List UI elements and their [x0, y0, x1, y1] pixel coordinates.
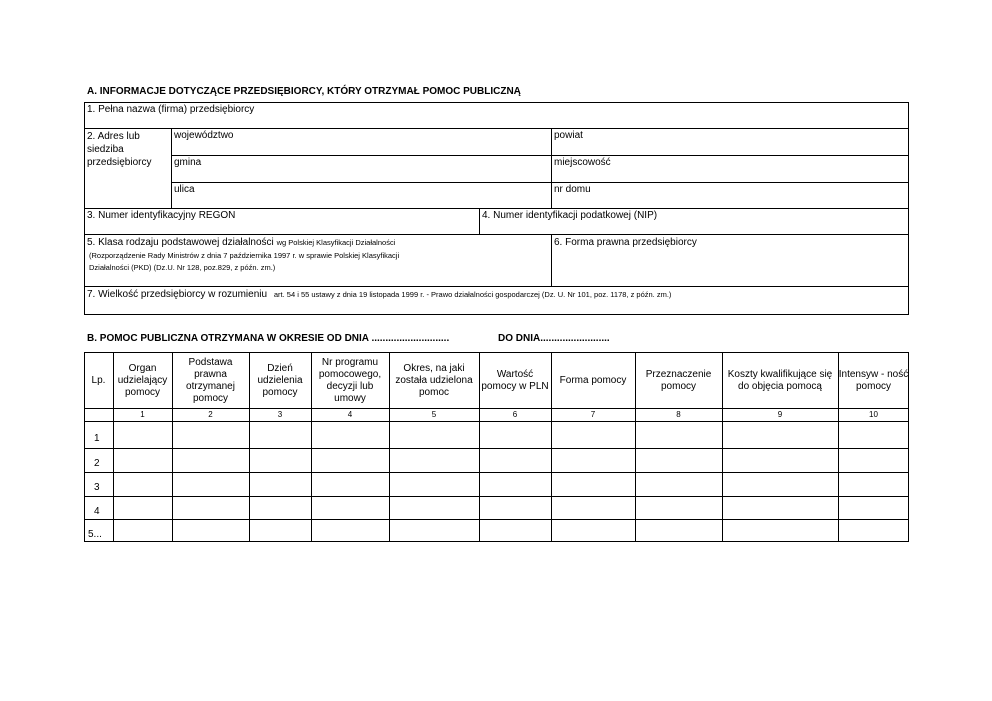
header-purpose: Przeznaczenie pomocy	[645, 368, 712, 392]
header-eligible-costs: Koszty kwalifikujące się do objęcia pomocą	[727, 368, 833, 392]
header-lp: Lp.	[91, 374, 106, 386]
regon-field[interactable]: 3. Numer identyfikacyjny REGON	[87, 210, 236, 221]
nip-field[interactable]: 4. Numer identyfikacji podatkowej (NIP)	[482, 210, 658, 221]
col-number: 6	[512, 410, 518, 419]
legal-form-field[interactable]: 6. Forma prawna przedsiębiorcy	[554, 237, 697, 248]
address-label-3: przedsiębiorcy	[87, 157, 152, 168]
pkd-regulation-note: (Rozporządzenie Rady Ministrów z dnia 7 października 1997 r. w sprawie Polskiej Klasyfikacji	[89, 251, 400, 260]
header-granting-body: Organ udzielający pomocy	[117, 362, 168, 398]
col-number: 8	[676, 410, 681, 419]
header-grant-date: Dzień udzielenia pomocy	[257, 362, 303, 398]
company-size-field[interactable]	[87, 289, 671, 301]
pkd-class-field[interactable]	[87, 237, 395, 249]
header-aid-form: Forma pomocy	[559, 374, 627, 386]
street-field[interactable]: ulica	[174, 184, 195, 195]
pkd-journal-note: Działalności (PKD) (Dz.U. Nr 128, poz.829, z późn. zm.)	[89, 263, 276, 272]
col-number: 10	[869, 410, 878, 419]
table-row-number: 3	[94, 482, 100, 493]
section-a-title: A. INFORMACJE DOTYCZĄCE PRZEDSIĘBIORCY, KTÓRY OTRZYMAŁ POMOC PUBLICZNĄ	[87, 86, 521, 97]
company-size-label: 7. Wielkość przedsiębiorcy w rozumieniu	[87, 289, 268, 300]
header-period: Okres, na jaki została udzielona pomoc	[395, 362, 473, 398]
commune-field[interactable]: gmina	[174, 157, 202, 168]
table-row-number: 2	[94, 458, 100, 469]
table-row-number: 4	[94, 506, 100, 517]
table-row-number: 1	[94, 433, 100, 444]
house-number-field[interactable]: nr domu	[554, 184, 591, 195]
county-field[interactable]: powiat	[554, 130, 583, 141]
header-intensity: Intensyw - ność pomocy	[838, 368, 909, 392]
locality-field[interactable]: miejscowość	[554, 157, 611, 168]
table-row-number: 5...	[88, 529, 102, 540]
pkd-class-note: wg Polskiej Klasyfikacji Działalności	[276, 238, 396, 247]
section-b-title: B. POMOC PUBLICZNA OTRZYMANA W OKRESIE OD DNIA ............................	[87, 333, 450, 344]
pkd-class-label: 5. Klasa rodzaju podstawowej działalności	[87, 237, 274, 248]
full-name-field[interactable]: 1. Pełna nazwa (firma) przedsiębiorcy	[87, 104, 255, 115]
header-legal-basis: Podstawa prawna otrzymanej pomocy	[186, 356, 235, 404]
col-number: 4	[347, 410, 353, 419]
header-program-number: Nr programu pomocowego, decyzji lub umowy	[318, 356, 382, 404]
col-number: 2	[208, 410, 213, 419]
voivodeship-field[interactable]: województwo	[174, 130, 234, 141]
col-number: 1	[140, 410, 145, 419]
col-number: 7	[590, 410, 596, 419]
company-size-note: art. 54 i 55 ustawy z dnia 19 listopada 1999 r. - Prawo działalności gospodarczej (Dz. U. Nr 101, poz. 1178, z późn. zm.)	[273, 290, 672, 299]
col-number: 3	[277, 410, 283, 419]
col-number: 9	[777, 410, 783, 419]
col-number: 5	[431, 410, 437, 419]
address-label-1: 2. Adres lub	[87, 131, 140, 142]
header-value-pln: Wartość pomocy w PLN	[481, 368, 549, 392]
address-label-2: siedziba	[87, 144, 124, 155]
section-b-date-to: DO DNIA.........................	[498, 333, 610, 344]
